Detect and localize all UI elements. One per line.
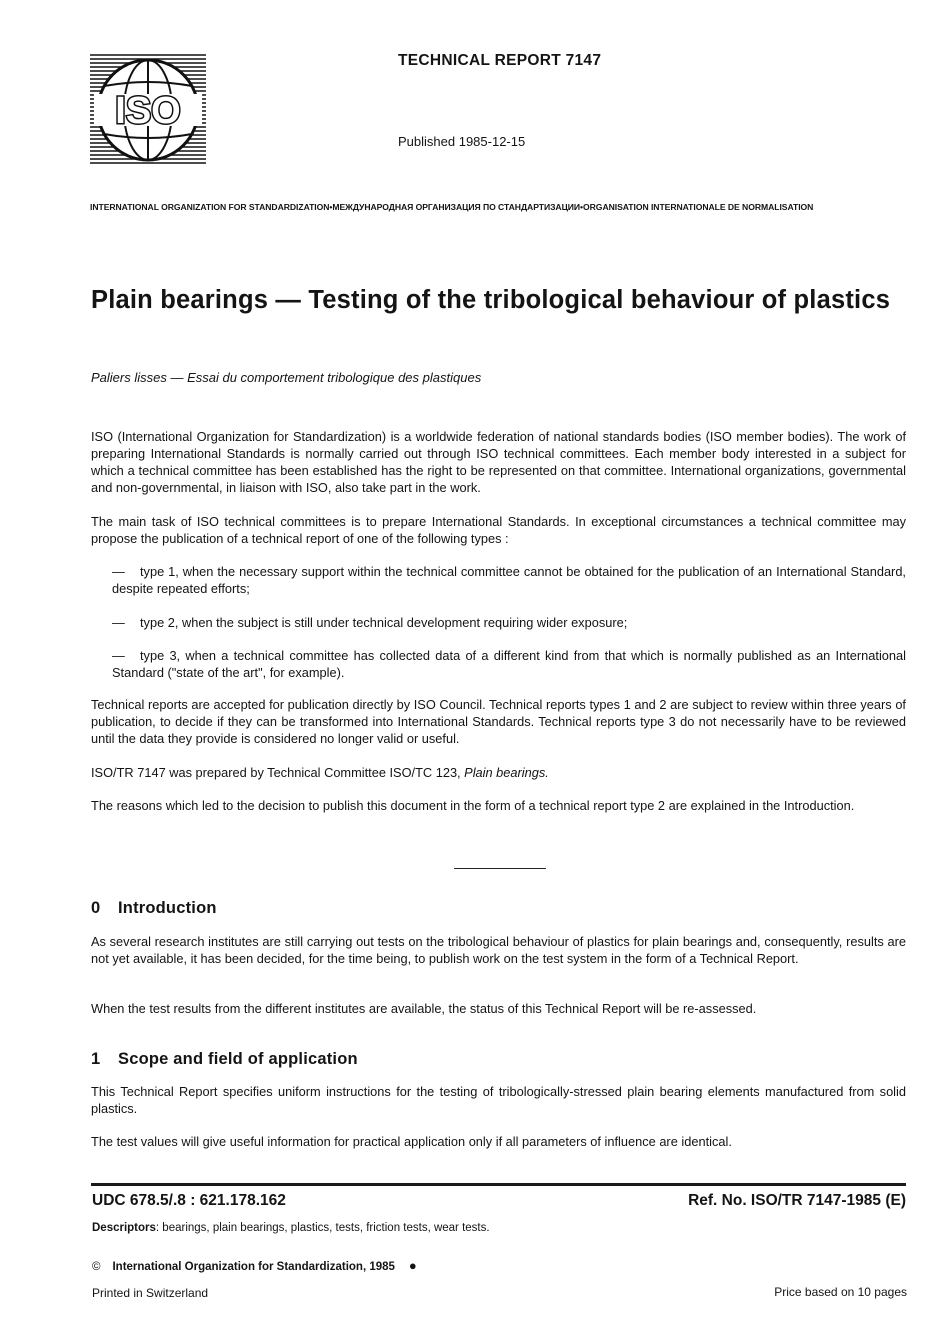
footer-rule <box>91 1183 906 1186</box>
reference-number: Ref. No. ISO/TR 7147-1985 (E) <box>688 1192 906 1209</box>
udc-number: UDC 678.5/.8 : 621.178.162 <box>92 1192 286 1209</box>
introduction-paragraph-2: When the test results from the different institutes are available, the status of this Technical Report will be re-assessed. <box>91 1001 757 1016</box>
organization-banner: INTERNATIONAL ORGANIZATION FOR STANDARDIZATION•МЕЖДУНАРОДНАЯ ОРГАНИЗАЦИЯ ПО СТАНДАРТИЗАЦИИ•ORGANISATION INTERNATIONALE DE NORMALISATION <box>90 202 814 212</box>
descriptors <box>92 1222 490 1234</box>
copyright-icon: © <box>92 1261 101 1273</box>
document-title: Plain bearings — Testing of the tribological behaviour of plastics <box>91 286 891 314</box>
dash-bullet: — <box>112 615 125 630</box>
descriptors-label: Descriptors <box>92 1222 156 1234</box>
foreword-paragraph-3: Technical reports are accepted for publication directly by ISO Council. Technical reports types 1 and 2 are subject to review within three years of publication, to decide if they can be transformed into International Standards. Technical reports type 3 do not necessarily have to be reviewed until the data they provide is considered no longer valid or useful. <box>91 697 906 746</box>
prepared-by-text: ISO/TR 7147 was prepared by Technical Committee ISO/TC 123, <box>91 765 465 780</box>
foreword-paragraph-4 <box>91 764 906 781</box>
dash-bullet: — <box>112 648 125 663</box>
foreword-paragraph-1: ISO (International Organization for Standardization) is a worldwide federation of national standards bodies (ISO member bodies). The work of preparing International Standards is normally carried out through ISO technical committees. Each member body interested in a subject for which a technical committee has been established has the right to be represented on that committee. International organizations, governmental and non-governmental, in liaison with ISO, also take part in the work. <box>91 429 906 495</box>
foreword-paragraph-5: The reasons which led to the decision to publish this document in the form of a technical report type 2 are explained in the Introduction. <box>91 798 855 813</box>
section-divider <box>454 868 546 869</box>
section-number: 1 <box>91 1050 101 1068</box>
descriptors-text: : bearings, plain bearings, plastics, tests, friction tests, wear tests. <box>155 1222 490 1234</box>
section-0-heading <box>91 899 217 918</box>
french-subtitle: Paliers lisses — Essai du comportement tribologique des plastiques <box>91 370 482 385</box>
published-date: Published 1985-12-15 <box>398 134 526 149</box>
list-item-text: type 2, when the subject is still under technical development requiring wider exposure; <box>140 615 628 630</box>
bullet-icon: ● <box>408 1258 417 1273</box>
iso-logo <box>90 52 206 168</box>
section-1-heading <box>91 1050 358 1069</box>
dash-bullet: — <box>112 564 125 579</box>
introduction-paragraph-1: As several research institutes are still carrying out tests on the tribological behaviour of plastics for plain bearings and, consequently, results are not yet available, it has been decided, for the time being, to publish work on the test system in the form of a Technical Report. <box>91 934 906 966</box>
copyright-text: International Organization for Standardization, 1985 <box>112 1261 395 1273</box>
report-label: TECHNICAL REPORT 7147 <box>398 52 602 69</box>
list-item <box>112 647 906 681</box>
printed-in: Printed in Switzerland <box>92 1286 209 1300</box>
section-title: Scope and field of application <box>118 1050 358 1068</box>
section-number: 0 <box>91 899 101 917</box>
list-item-text: type 1, when the necessary support within the technical committee cannot be obtained for the publication of an International Standard, despite repeated efforts; <box>112 564 906 596</box>
foreword-paragraph-2: The main task of ISO technical committees is to prepare International Standards. In exceptional circumstances a technical committee may propose the publication of a technical report of one of the following types : <box>91 514 906 546</box>
list-item-text: type 3, when a technical committee has collected data of a different kind from that which is normally published as an International Standard ("state of the art", for example). <box>112 648 906 680</box>
logo-text: ISO <box>115 90 181 132</box>
scope-paragraph-1: This Technical Report specifies uniform instructions for the testing of tribologically-stressed plain bearing elements manufactured from solid plastics. <box>91 1084 906 1116</box>
copyright-line <box>92 1258 417 1273</box>
list-item <box>112 563 906 597</box>
committee-title: Plain bearings. <box>464 765 549 780</box>
scope-paragraph-2: The test values will give useful information for practical application only if all parameters of influence are identical. <box>91 1134 732 1149</box>
section-title: Introduction <box>118 899 217 917</box>
price-note: Price based on 10 pages <box>774 1285 907 1299</box>
list-item <box>112 614 906 631</box>
